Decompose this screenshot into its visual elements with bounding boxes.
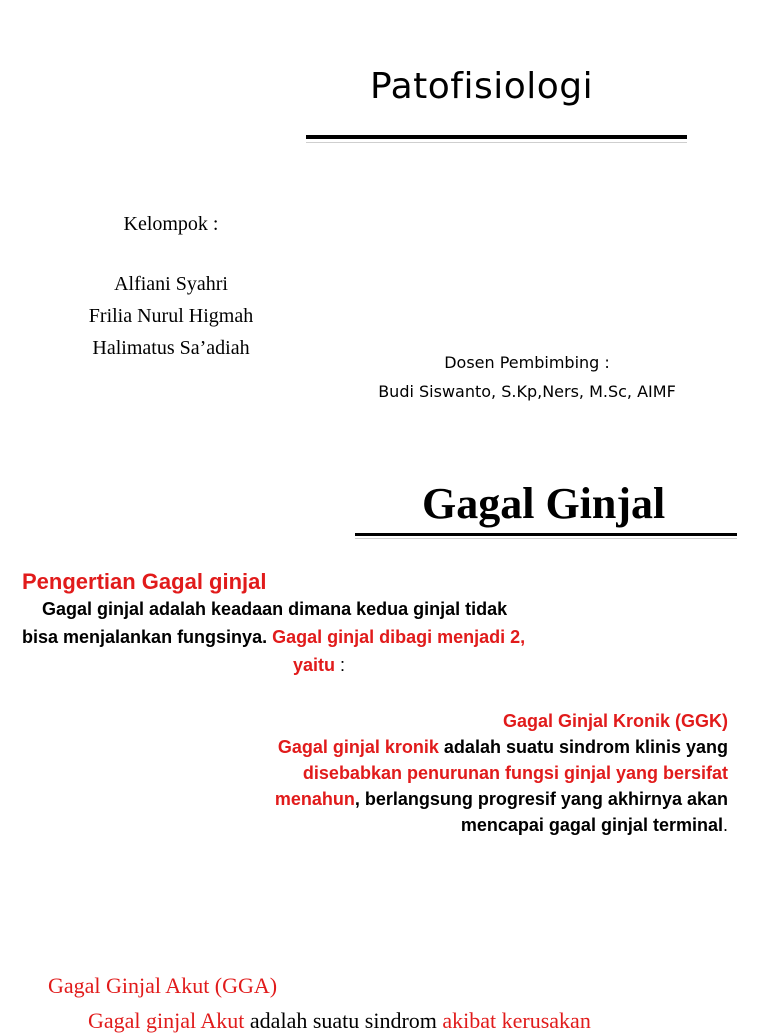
gga-partial-line xyxy=(88,1008,591,1034)
ggk-text: adalah suatu sindrom klinis yang xyxy=(438,737,728,757)
gga-heading: Gagal Ginjal Akut (GGA) xyxy=(48,973,278,998)
definition-heading: Pengertian Gagal ginjal xyxy=(22,569,267,594)
definition-highlight: yaitu xyxy=(293,655,336,675)
topic-underline xyxy=(355,533,737,536)
group-label: Kelompok : xyxy=(123,213,219,235)
lecturer-name: Budi Siswanto, S.Kp,Ners, M.Sc, AIMF xyxy=(378,382,676,401)
topic-title: Gagal Ginjal xyxy=(422,479,666,528)
ggk-highlight: disebabkan penurunan fungsi ginjal yang bersifat xyxy=(302,763,728,783)
title-underline xyxy=(306,135,687,139)
member-name: Alfiani Syahri xyxy=(114,273,228,295)
ggk-line xyxy=(8,734,728,760)
member-name: Halimatus Sa’adiah xyxy=(92,337,250,359)
topic-underline-shadow xyxy=(355,538,737,539)
definition-highlight: Gagal ginjal dibagi menjadi 2, xyxy=(272,627,526,647)
ggk-highlight: Gagal ginjal kronik xyxy=(277,737,439,757)
definition-line xyxy=(293,655,345,676)
definition-line xyxy=(22,627,525,648)
ggk-text-end: . xyxy=(722,815,728,835)
page-title: Patofisiologi xyxy=(370,66,594,107)
ggk-line xyxy=(8,786,728,812)
title-underline-shadow xyxy=(306,142,687,143)
ggk-line xyxy=(8,812,728,838)
ggk-line xyxy=(8,760,728,786)
ggk-heading: Gagal Ginjal Kronik (GGK) xyxy=(502,711,728,731)
ggk-highlight: menahun xyxy=(274,789,355,809)
definition-text: Gagal ginjal adalah keadaan dimana kedua ginjal tidak xyxy=(42,599,508,619)
gga-highlight: Gagal ginjal Akut xyxy=(88,1008,245,1033)
member-name: Frilia Nurul Higmah xyxy=(88,305,254,327)
definition-text: bisa menjalankan fungsinya. xyxy=(22,627,273,647)
ggk-text: , berlangsung progresif yang akhirnya akan xyxy=(354,789,728,809)
ggk-text: mencapai gagal ginjal terminal xyxy=(460,815,723,835)
gga-highlight: akibat kerusakan xyxy=(442,1008,591,1033)
gga-text: adalah suatu sindrom xyxy=(244,1008,443,1033)
group-members-block xyxy=(0,208,342,364)
definition-text: : xyxy=(335,655,346,675)
lecturer-block xyxy=(352,348,702,406)
definition-line xyxy=(42,599,507,620)
lecturer-label: Dosen Pembimbing : xyxy=(444,353,610,372)
ggk-section xyxy=(8,708,728,838)
